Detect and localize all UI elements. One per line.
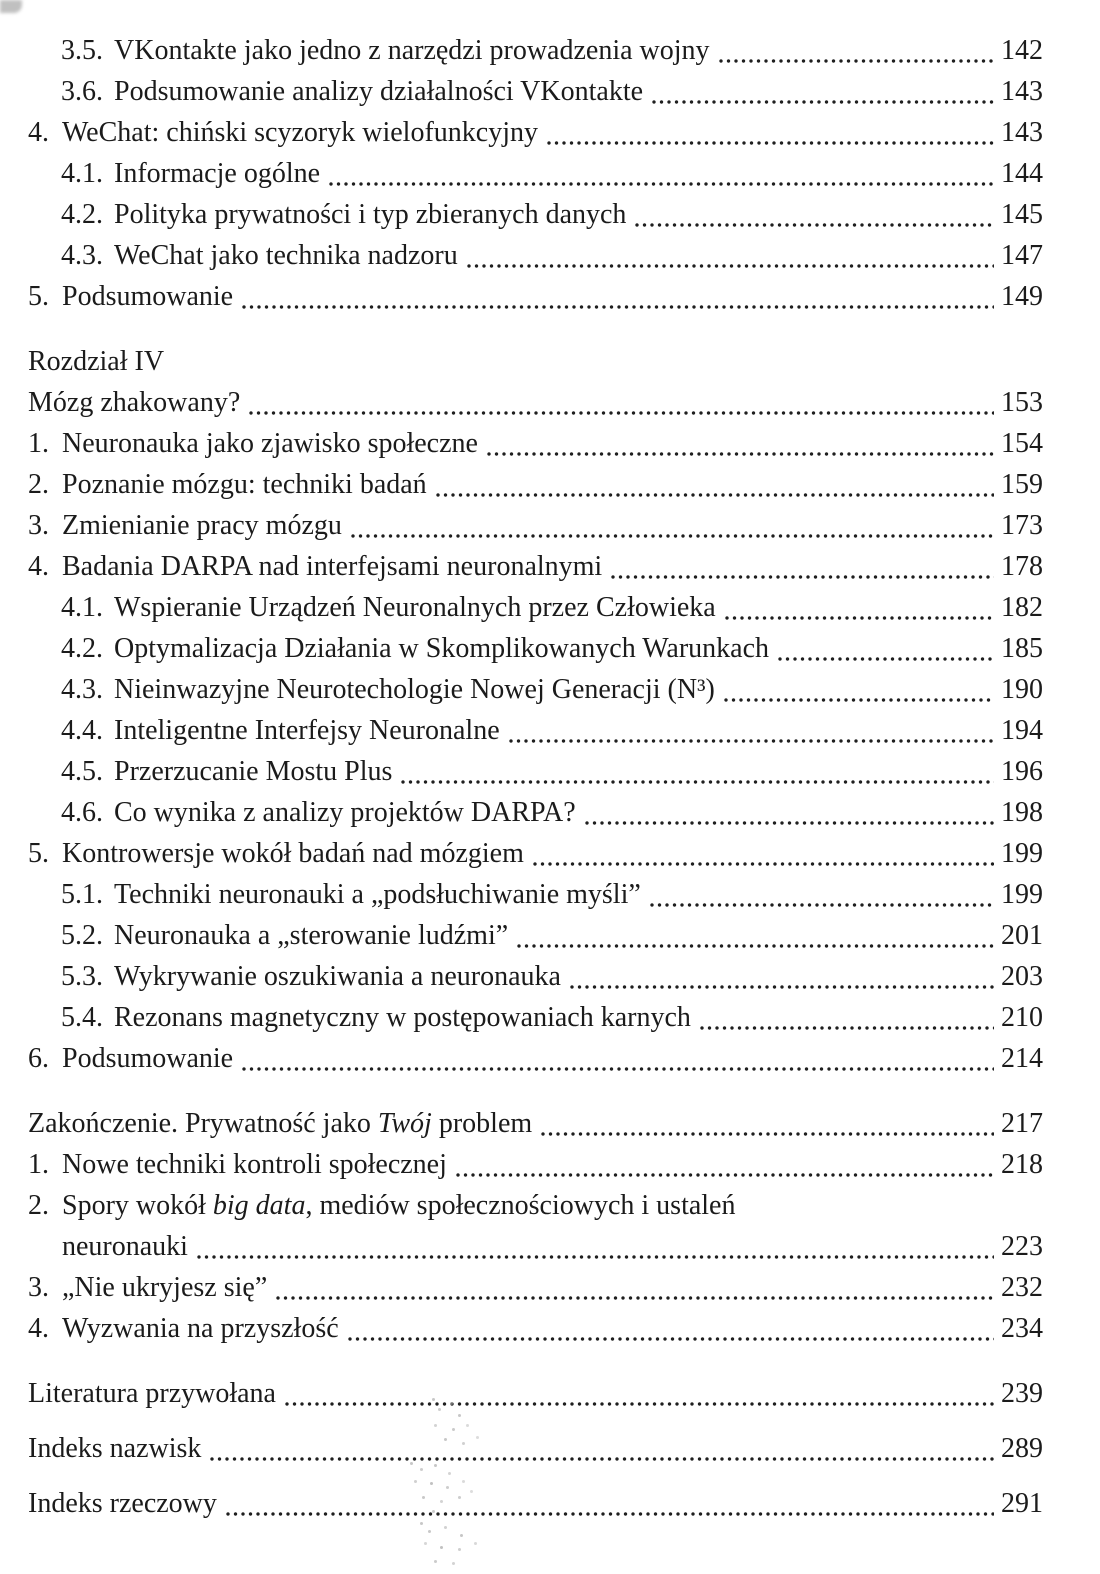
page-number: 178 bbox=[1001, 551, 1043, 582]
entry-number: 3. bbox=[28, 510, 49, 541]
dot-leader bbox=[570, 985, 994, 989]
toc-entry bbox=[28, 194, 1043, 235]
dot-leader bbox=[725, 616, 994, 620]
dot-leader bbox=[242, 1067, 994, 1071]
dot-leader bbox=[509, 739, 994, 743]
dot-leader bbox=[778, 657, 994, 661]
page-number: 234 bbox=[1001, 1313, 1043, 1344]
dot-leader bbox=[210, 1457, 994, 1461]
entry-label: Neuronauka jako zjawisko społeczne bbox=[62, 428, 478, 459]
toc-entry bbox=[28, 710, 1043, 751]
page-number: 232 bbox=[1001, 1272, 1043, 1303]
dot-leader bbox=[456, 1173, 994, 1177]
entry-number: 4. bbox=[28, 551, 49, 582]
dot-leader bbox=[467, 264, 994, 268]
chapter-title bbox=[28, 382, 1043, 423]
entry-number: 6. bbox=[28, 1043, 49, 1074]
entry-label: Badania DARPA nad interfejsami neuronalnymi bbox=[62, 551, 603, 582]
entry-label: Wykrywanie oszukiwania a neuronauka bbox=[114, 961, 561, 992]
page-number: 147 bbox=[1001, 240, 1043, 271]
page-number: 153 bbox=[1001, 387, 1043, 418]
toc-entry bbox=[28, 792, 1043, 833]
label-part-italic: Twój bbox=[377, 1108, 432, 1139]
entry-label: Nieinwazyjne Neurotechologie Nowej Generacji (N³) bbox=[114, 674, 715, 705]
dot-leader bbox=[650, 903, 994, 907]
page-number: 239 bbox=[1001, 1378, 1043, 1409]
dot-leader bbox=[226, 1512, 994, 1516]
entry-number: 1. bbox=[28, 428, 49, 459]
dot-leader bbox=[611, 575, 994, 579]
page-number: 142 bbox=[1001, 35, 1043, 66]
backmatter-entry bbox=[28, 1483, 1043, 1524]
chapter-heading bbox=[28, 341, 1043, 382]
toc-entry bbox=[28, 1185, 1043, 1226]
dot-leader bbox=[285, 1402, 994, 1406]
toc-entry-continuation bbox=[28, 1226, 1043, 1267]
dot-leader bbox=[197, 1255, 994, 1259]
chapter-title-label bbox=[28, 1103, 532, 1144]
page-number: 199 bbox=[1001, 838, 1043, 869]
entry-number: 5. bbox=[28, 838, 49, 869]
dot-leader bbox=[249, 411, 994, 415]
page-number: 149 bbox=[1001, 281, 1043, 312]
page-number: 196 bbox=[1001, 756, 1043, 787]
toc-entry bbox=[28, 71, 1043, 112]
toc-entry bbox=[28, 628, 1043, 669]
entry-number: 5.2. bbox=[61, 920, 103, 951]
toc-entry bbox=[28, 997, 1043, 1038]
page-number: 144 bbox=[1001, 158, 1043, 189]
toc-entry bbox=[28, 587, 1043, 628]
label-part: Spory wokół bbox=[62, 1190, 213, 1221]
page-number: 289 bbox=[1001, 1433, 1043, 1464]
toc-entry bbox=[28, 464, 1043, 505]
dot-leader bbox=[635, 223, 994, 227]
page-number: 190 bbox=[1001, 674, 1043, 705]
entry-number: 4.1. bbox=[61, 158, 103, 189]
toc-entry bbox=[28, 30, 1043, 71]
entry-label: Wyzwania na przyszłość bbox=[62, 1313, 339, 1344]
entry-label: Nowe techniki kontroli społecznej bbox=[62, 1149, 447, 1180]
entry-number: 4.5. bbox=[61, 756, 103, 787]
page-number: 198 bbox=[1001, 797, 1043, 828]
dot-leader bbox=[348, 1337, 994, 1341]
entry-label: Literatura przywołana bbox=[28, 1378, 276, 1409]
label-part: problem bbox=[431, 1108, 533, 1139]
page-number: 201 bbox=[1001, 920, 1043, 951]
entry-number: 2. bbox=[28, 469, 49, 500]
entry-number: 4.2. bbox=[61, 633, 103, 664]
page-number: 182 bbox=[1001, 592, 1043, 623]
entry-label: Podsumowanie bbox=[62, 1043, 234, 1074]
entry-number: 4.2. bbox=[61, 199, 103, 230]
toc-entry bbox=[28, 669, 1043, 710]
entry-label: Poznanie mózgu: techniki badań bbox=[62, 469, 427, 500]
backmatter-entry bbox=[28, 1373, 1043, 1414]
entry-number: 4. bbox=[28, 117, 49, 148]
toc-entry bbox=[28, 153, 1043, 194]
toc-entry bbox=[28, 1267, 1043, 1308]
entry-number: 4.4. bbox=[61, 715, 103, 746]
backmatter-entry bbox=[28, 1428, 1043, 1469]
entry-label: Wspieranie Urządzeń Neuronalnych przez Człowieka bbox=[114, 592, 716, 623]
entry-number: 3.5. bbox=[61, 35, 103, 66]
entry-number: 5.1. bbox=[61, 879, 103, 910]
entry-number: 3.6. bbox=[61, 76, 103, 107]
dot-leader bbox=[242, 305, 994, 309]
page-number: 214 bbox=[1001, 1043, 1043, 1074]
toc-entry bbox=[28, 276, 1043, 317]
entry-label: WeChat: chiński scyzoryk wielofunkcyjny bbox=[62, 117, 538, 148]
entry-label: VKontakte jako jedno z narzędzi prowadzenia wojny bbox=[114, 35, 710, 66]
toc-entry bbox=[28, 915, 1043, 956]
toc-entry bbox=[28, 1144, 1043, 1185]
entry-label: WeChat jako technika nadzoru bbox=[114, 240, 458, 271]
entry-label: Podsumowanie analizy działalności VKontakte bbox=[114, 76, 644, 107]
entry-number: 4.3. bbox=[61, 674, 103, 705]
dot-leader bbox=[700, 1026, 994, 1030]
page-number: 154 bbox=[1001, 428, 1043, 459]
dot-leader bbox=[517, 944, 994, 948]
entry-number: 3. bbox=[28, 1272, 49, 1303]
entry-label: neuronauki bbox=[62, 1231, 188, 1262]
entry-label: „Nie ukryjesz się” bbox=[62, 1272, 268, 1303]
chapter-heading-label: Rozdział IV bbox=[28, 346, 165, 377]
page-number: 203 bbox=[1001, 961, 1043, 992]
page-number: 145 bbox=[1001, 199, 1043, 230]
label-part: Zakończenie. Prywatność jako bbox=[28, 1108, 378, 1139]
entry-number: 4.6. bbox=[61, 797, 103, 828]
chapter-title bbox=[28, 1103, 1043, 1144]
dot-leader bbox=[652, 100, 994, 104]
page-number: 185 bbox=[1001, 633, 1043, 664]
entry-label: Techniki neuronauki a „podsłuchiwanie myśli” bbox=[114, 879, 641, 910]
entry-label: Neuronauka a „sterowanie ludźmi” bbox=[114, 920, 509, 951]
page-number: 218 bbox=[1001, 1149, 1043, 1180]
entry-number: 4.3. bbox=[61, 240, 103, 271]
entry-label: Indeks nazwisk bbox=[28, 1433, 202, 1464]
dot-leader bbox=[487, 452, 994, 456]
page-number: 143 bbox=[1001, 117, 1043, 148]
toc-entry bbox=[28, 235, 1043, 276]
dot-leader bbox=[533, 862, 994, 866]
toc-entry bbox=[28, 1308, 1043, 1349]
page-number: 194 bbox=[1001, 715, 1043, 746]
entry-number: 5. bbox=[28, 281, 49, 312]
entry-label: Przerzucanie Mostu Plus bbox=[114, 756, 393, 787]
entry-number: 5.4. bbox=[61, 1002, 103, 1033]
entry-label: Podsumowanie bbox=[62, 281, 234, 312]
toc-entry bbox=[28, 1038, 1043, 1079]
entry-label: Zmienianie pracy mózgu bbox=[62, 510, 342, 541]
entry-label: Polityka prywatności i typ zbieranych danych bbox=[114, 199, 627, 230]
label-part: , mediów społecznościowych i ustaleń bbox=[305, 1190, 736, 1221]
toc-entry bbox=[28, 423, 1043, 464]
entry-number: 5.3. bbox=[61, 961, 103, 992]
entry-label: Kontrowersje wokół badań nad mózgiem bbox=[62, 838, 524, 869]
toc-entry bbox=[28, 505, 1043, 546]
toc-entry bbox=[28, 751, 1043, 792]
dot-leader bbox=[719, 59, 994, 63]
toc-entry bbox=[28, 112, 1043, 153]
label-part-italic: big data bbox=[212, 1190, 306, 1221]
entry-label: Optymalizacja Działania w Skomplikowanych Warunkach bbox=[114, 633, 770, 664]
entry-label bbox=[62, 1185, 735, 1226]
dot-leader bbox=[436, 493, 994, 497]
dot-leader bbox=[547, 141, 994, 145]
scan-smudge-corner bbox=[0, 0, 22, 13]
entry-label: Co wynika z analizy projektów DARPA? bbox=[114, 797, 576, 828]
entry-number: 2. bbox=[28, 1190, 49, 1221]
chapter-title-label: Mózg zhakowany? bbox=[28, 387, 241, 418]
entry-number: 1. bbox=[28, 1149, 49, 1180]
page-number: 217 bbox=[1001, 1108, 1043, 1139]
dot-leader bbox=[585, 821, 994, 825]
entry-label: Indeks rzeczowy bbox=[28, 1488, 217, 1519]
dot-leader bbox=[401, 780, 994, 784]
toc-entry bbox=[28, 874, 1043, 915]
dot-leader bbox=[541, 1132, 994, 1136]
page-number: 223 bbox=[1001, 1231, 1043, 1262]
toc-entry bbox=[28, 833, 1043, 874]
dot-leader bbox=[329, 182, 994, 186]
page-number: 173 bbox=[1001, 510, 1043, 541]
page-number: 210 bbox=[1001, 1002, 1043, 1033]
page-number: 143 bbox=[1001, 76, 1043, 107]
page-number: 291 bbox=[1001, 1488, 1043, 1519]
dot-leader bbox=[351, 534, 994, 538]
toc-entry bbox=[28, 546, 1043, 587]
entry-label: Informacje ogólne bbox=[114, 158, 321, 189]
entry-number: 4.1. bbox=[61, 592, 103, 623]
entry-label: Inteligentne Interfejsy Neuronalne bbox=[114, 715, 500, 746]
page-number: 159 bbox=[1001, 469, 1043, 500]
entry-number: 4. bbox=[28, 1313, 49, 1344]
dot-leader bbox=[724, 698, 994, 702]
dot-leader bbox=[276, 1296, 994, 1300]
entry-label: Rezonans magnetyczny w postępowaniach karnych bbox=[114, 1002, 691, 1033]
page-number: 199 bbox=[1001, 879, 1043, 910]
toc-entry bbox=[28, 956, 1043, 997]
